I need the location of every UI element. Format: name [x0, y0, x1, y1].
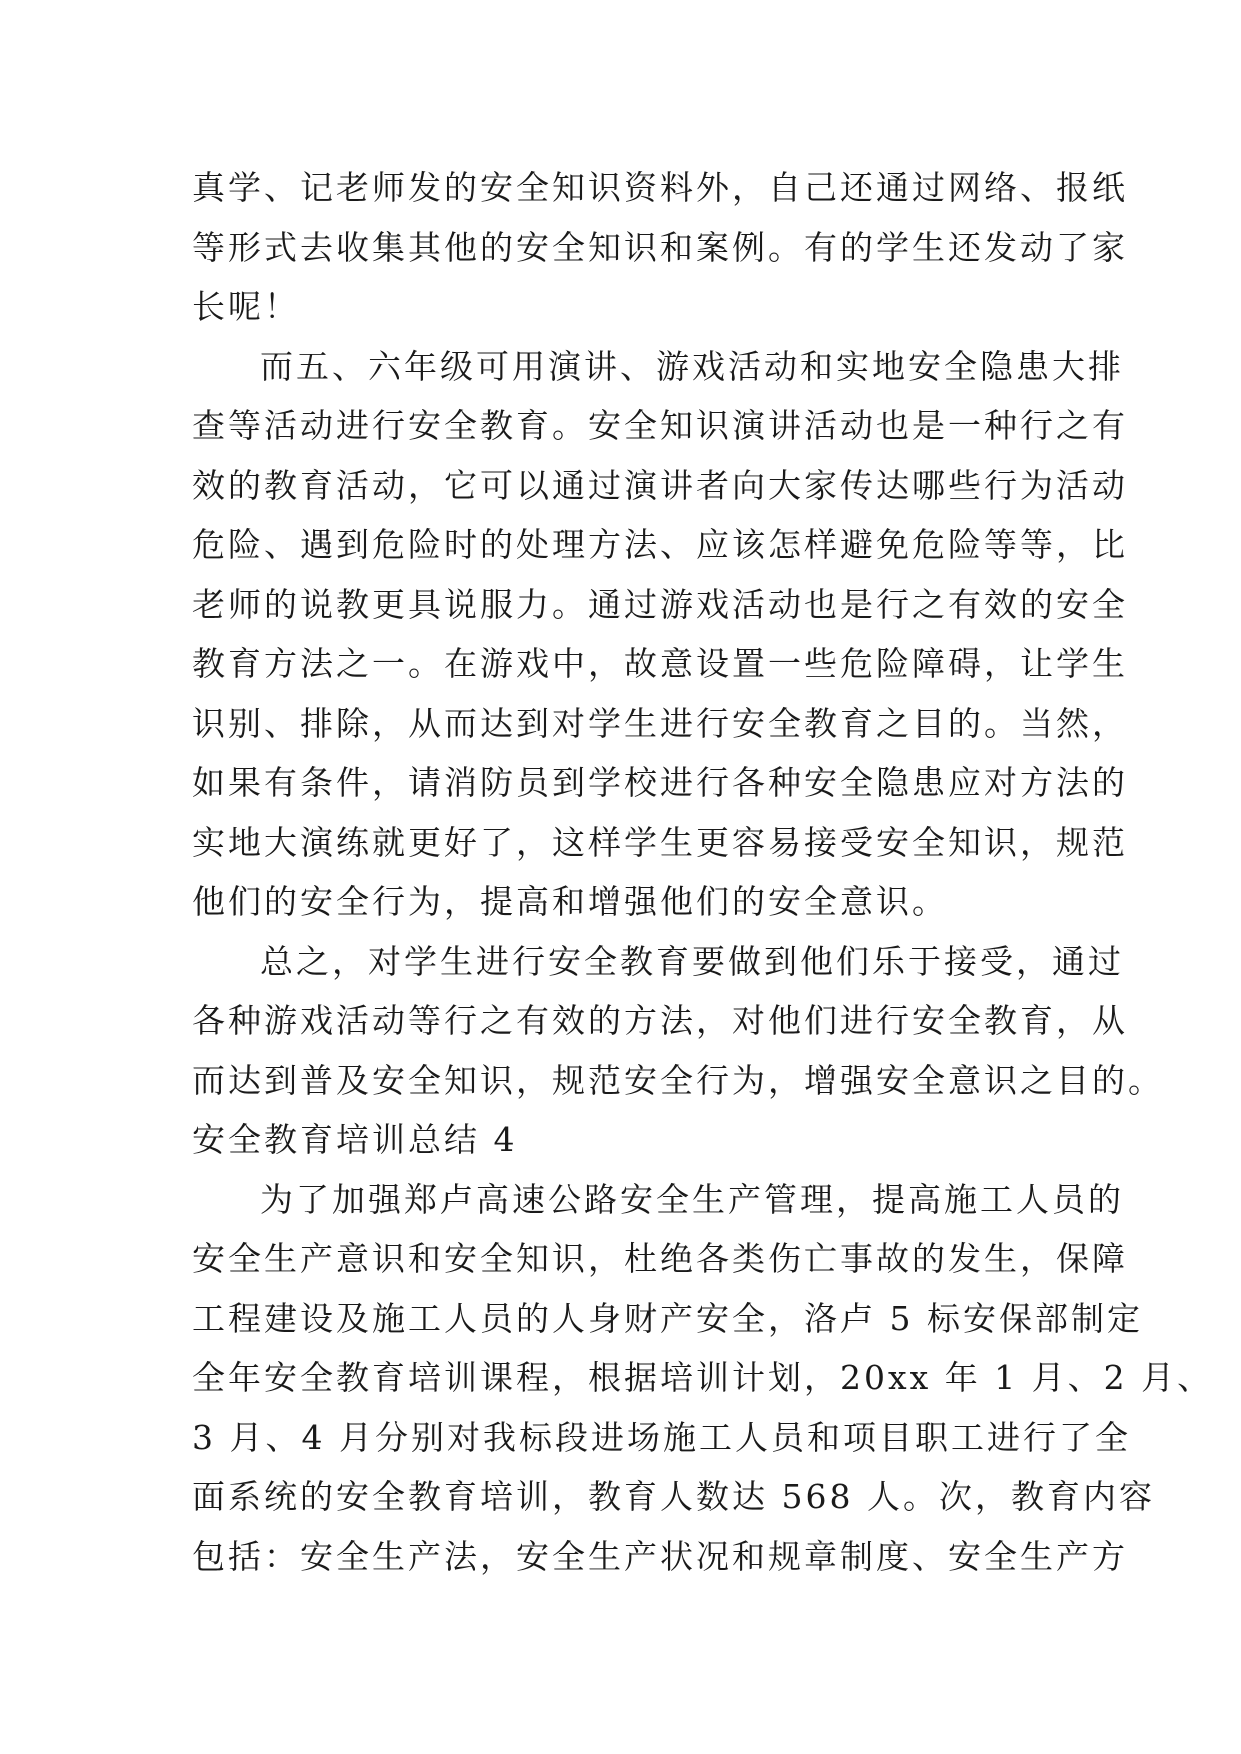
- text-line: 面系统的安全教育培训，教育人数达 568 人。次，教育内容: [192, 1477, 1155, 1516]
- text-line: 而五、六年级可用演讲、游戏活动和实地安全隐患大排: [260, 346, 1124, 386]
- text-line: 真学、记老师发的安全知识资料外，自己还通过网络、报纸: [192, 168, 1128, 207]
- text-line: 效的教育活动，它可以通过演讲者向大家传达哪些行为活动: [192, 465, 1128, 505]
- text-line: 包括：安全生产法，安全生产状况和规章制度、安全生产方: [192, 1536, 1128, 1576]
- text-line: 各种游戏活动等行之有效的方法，对他们进行安全教育，从: [192, 1001, 1128, 1040]
- document-body: [192, 158, 1214, 1586]
- text-line: 为了加强郑卢高速公路安全生产管理，提高施工人员的: [260, 1179, 1124, 1219]
- text-line: 他们的安全行为，提高和增强他们的安全意识。: [192, 882, 948, 921]
- text-line: 老师的说教更具说服力。通过游戏活动也是行之有效的安全: [192, 584, 1128, 624]
- text-line: 工程建设及施工人员的人身财产安全，洛卢 5 标安保部制定: [192, 1298, 1143, 1338]
- text-line: 教育方法之一。在游戏中，故意设置一些危险障碍，让学生: [192, 644, 1128, 683]
- text-line: 全年安全教育培训课程，根据培训计划，20xx 年 1 月、2 月、: [192, 1358, 1214, 1397]
- text-line: 实地大演练就更好了，这样学生更容易接受安全知识，规范: [192, 822, 1128, 862]
- text-line: 3 月、4 月分别对我标段进场施工人员和项目职工进行了全: [192, 1417, 1131, 1457]
- text-line: 而达到普及安全知识，规范安全行为，增强安全意识之目的。: [192, 1060, 1164, 1100]
- text-line: 识别、排除，从而达到对学生进行安全教育之目的。当然，: [192, 703, 1128, 743]
- text-line: 安全教育培训总结 4: [192, 1120, 518, 1159]
- text-line: 危险、遇到危险时的处理方法、应该怎样避免危险等等，比: [192, 525, 1128, 564]
- text-line: 如果有条件，请消防员到学校进行各种安全隐患应对方法的: [192, 763, 1128, 802]
- text-line: 总之，对学生进行安全教育要做到他们乐于接受，通过: [260, 941, 1124, 981]
- text-line: 查等活动进行安全教育。安全知识演讲活动也是一种行之有: [192, 406, 1128, 445]
- text-line: 安全生产意识和安全知识，杜绝各类伤亡事故的发生，保障: [192, 1239, 1128, 1278]
- text-line: 长呢！: [192, 287, 300, 326]
- text-line: 等形式去收集其他的安全知识和案例。有的学生还发动了家: [192, 227, 1128, 267]
